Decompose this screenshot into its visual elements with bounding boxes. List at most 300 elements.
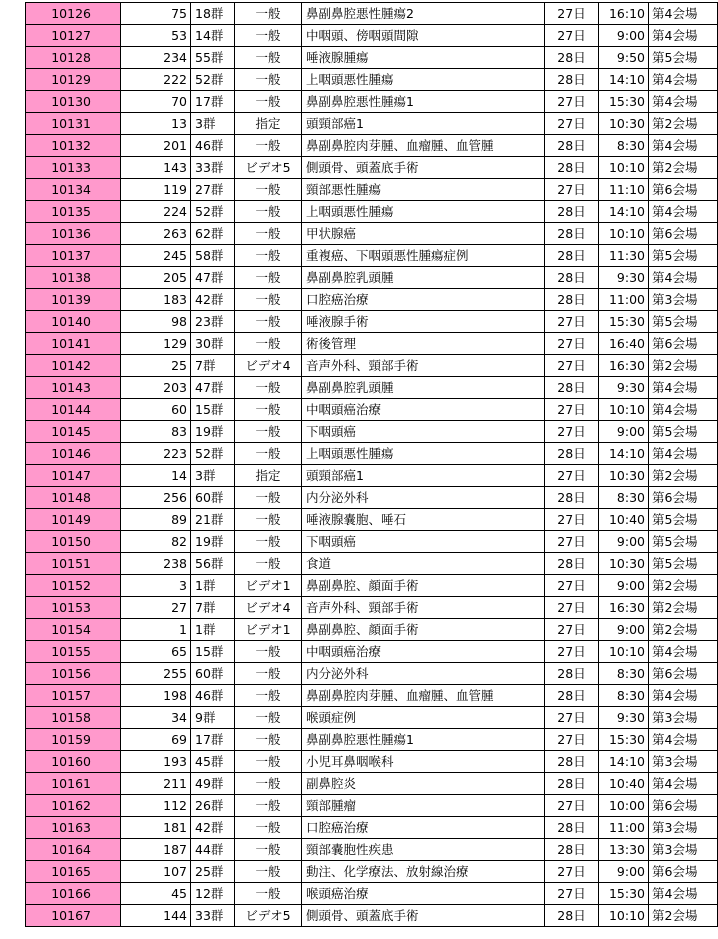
topic-cell: 口腔癌治療 xyxy=(302,817,545,839)
time-cell: 11:30 xyxy=(599,245,649,267)
time-cell: 9:50 xyxy=(599,47,649,69)
group-cell: 25群 xyxy=(191,861,235,883)
day-cell: 28日 xyxy=(545,773,599,795)
time-cell: 13:30 xyxy=(599,839,649,861)
table-row xyxy=(26,663,718,685)
room-cell: 第4会場 xyxy=(649,773,718,795)
topic-cell: 鼻副鼻腔乳頭腫 xyxy=(302,267,545,289)
session-type-cell: ビデオ4 xyxy=(235,597,302,619)
room-cell: 第6会場 xyxy=(649,795,718,817)
session-type-cell: 一般 xyxy=(235,47,302,69)
row-id-cell: 10151 xyxy=(26,553,121,575)
room-cell: 第4会場 xyxy=(649,267,718,289)
time-cell: 8:30 xyxy=(599,663,649,685)
topic-cell: 重複癌、下咽頭悪性腫瘍症例 xyxy=(302,245,545,267)
abstract-number-cell: 13 xyxy=(121,113,191,135)
room-cell: 第4会場 xyxy=(649,377,718,399)
time-cell: 15:30 xyxy=(599,91,649,113)
room-cell: 第4会場 xyxy=(649,641,718,663)
topic-cell: 上咽頭悪性腫瘍 xyxy=(302,443,545,465)
room-cell: 第6会場 xyxy=(649,861,718,883)
table-row xyxy=(26,839,718,861)
day-cell: 27日 xyxy=(545,465,599,487)
day-cell: 28日 xyxy=(545,553,599,575)
row-id-cell: 10164 xyxy=(26,839,121,861)
topic-cell: 唾液腺腫瘍 xyxy=(302,47,545,69)
session-type-cell: ビデオ1 xyxy=(235,619,302,641)
abstract-number-cell: 25 xyxy=(121,355,191,377)
row-id-cell: 10162 xyxy=(26,795,121,817)
day-cell: 27日 xyxy=(545,509,599,531)
abstract-number-cell: 60 xyxy=(121,399,191,421)
day-cell: 27日 xyxy=(545,399,599,421)
time-cell: 16:40 xyxy=(599,333,649,355)
day-cell: 27日 xyxy=(545,795,599,817)
abstract-number-cell: 119 xyxy=(121,179,191,201)
table-row xyxy=(26,25,718,47)
group-cell: 17群 xyxy=(191,91,235,113)
table-row xyxy=(26,91,718,113)
table-row xyxy=(26,157,718,179)
session-type-cell: 一般 xyxy=(235,377,302,399)
topic-cell: 甲状腺癌 xyxy=(302,223,545,245)
room-cell: 第2会場 xyxy=(649,575,718,597)
topic-cell: 鼻副鼻腔悪性腫瘍1 xyxy=(302,91,545,113)
session-type-cell: 一般 xyxy=(235,685,302,707)
session-type-cell: 一般 xyxy=(235,729,302,751)
day-cell: 27日 xyxy=(545,619,599,641)
table-row xyxy=(26,465,718,487)
day-cell: 28日 xyxy=(545,377,599,399)
session-type-cell: 一般 xyxy=(235,179,302,201)
row-id-cell: 10166 xyxy=(26,883,121,905)
table-row xyxy=(26,69,718,91)
row-id-cell: 10167 xyxy=(26,905,121,927)
session-type-cell: 一般 xyxy=(235,223,302,245)
group-cell: 58群 xyxy=(191,245,235,267)
group-cell: 3群 xyxy=(191,465,235,487)
time-cell: 9:00 xyxy=(599,575,649,597)
topic-cell: 音声外科、頸部手術 xyxy=(302,355,545,377)
day-cell: 28日 xyxy=(545,47,599,69)
table-row xyxy=(26,355,718,377)
time-cell: 11:00 xyxy=(599,289,649,311)
abstract-number-cell: 203 xyxy=(121,377,191,399)
row-id-cell: 10134 xyxy=(26,179,121,201)
session-type-cell: ビデオ4 xyxy=(235,355,302,377)
room-cell: 第3会場 xyxy=(649,707,718,729)
row-id-cell: 10148 xyxy=(26,487,121,509)
topic-cell: 喉頭症例 xyxy=(302,707,545,729)
group-cell: 15群 xyxy=(191,399,235,421)
topic-cell: 鼻副鼻腔悪性腫瘍1 xyxy=(302,729,545,751)
row-id-cell: 10152 xyxy=(26,575,121,597)
room-cell: 第4会場 xyxy=(649,729,718,751)
group-cell: 12群 xyxy=(191,883,235,905)
table-row xyxy=(26,377,718,399)
abstract-number-cell: 53 xyxy=(121,25,191,47)
topic-cell: 頸部腫瘤 xyxy=(302,795,545,817)
day-cell: 28日 xyxy=(545,839,599,861)
abstract-number-cell: 143 xyxy=(121,157,191,179)
time-cell: 9:00 xyxy=(599,421,649,443)
group-cell: 60群 xyxy=(191,663,235,685)
session-type-cell: 一般 xyxy=(235,443,302,465)
session-type-cell: 一般 xyxy=(235,707,302,729)
row-id-cell: 10140 xyxy=(26,311,121,333)
session-type-cell: 一般 xyxy=(235,245,302,267)
time-cell: 9:30 xyxy=(599,267,649,289)
abstract-number-cell: 224 xyxy=(121,201,191,223)
abstract-number-cell: 187 xyxy=(121,839,191,861)
room-cell: 第2会場 xyxy=(649,619,718,641)
group-cell: 44群 xyxy=(191,839,235,861)
day-cell: 27日 xyxy=(545,179,599,201)
table-row xyxy=(26,421,718,443)
day-cell: 28日 xyxy=(545,685,599,707)
topic-cell: 側頭骨、頭蓋底手術 xyxy=(302,905,545,927)
group-cell: 45群 xyxy=(191,751,235,773)
day-cell: 28日 xyxy=(545,817,599,839)
room-cell: 第4会場 xyxy=(649,3,718,25)
room-cell: 第4会場 xyxy=(649,25,718,47)
row-id-cell: 10135 xyxy=(26,201,121,223)
row-id-cell: 10160 xyxy=(26,751,121,773)
abstract-number-cell: 245 xyxy=(121,245,191,267)
topic-cell: 中咽頭、傍咽頭間隙 xyxy=(302,25,545,47)
topic-cell: 口腔癌治療 xyxy=(302,289,545,311)
session-type-cell: 一般 xyxy=(235,421,302,443)
session-type-cell: 一般 xyxy=(235,399,302,421)
time-cell: 15:30 xyxy=(599,883,649,905)
session-type-cell: 一般 xyxy=(235,267,302,289)
abstract-number-cell: 263 xyxy=(121,223,191,245)
day-cell: 27日 xyxy=(545,641,599,663)
abstract-number-cell: 181 xyxy=(121,817,191,839)
abstract-number-cell: 129 xyxy=(121,333,191,355)
room-cell: 第4会場 xyxy=(649,399,718,421)
day-cell: 27日 xyxy=(545,531,599,553)
abstract-number-cell: 183 xyxy=(121,289,191,311)
table-row xyxy=(26,641,718,663)
table-row xyxy=(26,905,718,927)
table-row xyxy=(26,817,718,839)
abstract-number-cell: 34 xyxy=(121,707,191,729)
table-row xyxy=(26,113,718,135)
room-cell: 第5会場 xyxy=(649,245,718,267)
abstract-number-cell: 238 xyxy=(121,553,191,575)
table-row xyxy=(26,707,718,729)
group-cell: 1群 xyxy=(191,575,235,597)
room-cell: 第3会場 xyxy=(649,289,718,311)
day-cell: 28日 xyxy=(545,289,599,311)
session-type-cell: 一般 xyxy=(235,289,302,311)
day-cell: 27日 xyxy=(545,707,599,729)
row-id-cell: 10129 xyxy=(26,69,121,91)
session-type-cell: 指定 xyxy=(235,113,302,135)
day-cell: 27日 xyxy=(545,861,599,883)
session-type-cell: 一般 xyxy=(235,135,302,157)
session-type-cell: 一般 xyxy=(235,817,302,839)
session-type-cell: 一般 xyxy=(235,3,302,25)
table-row xyxy=(26,333,718,355)
day-cell: 28日 xyxy=(545,69,599,91)
day-cell: 28日 xyxy=(545,201,599,223)
day-cell: 27日 xyxy=(545,597,599,619)
time-cell: 10:30 xyxy=(599,465,649,487)
group-cell: 62群 xyxy=(191,223,235,245)
group-cell: 52群 xyxy=(191,69,235,91)
row-id-cell: 10149 xyxy=(26,509,121,531)
row-id-cell: 10145 xyxy=(26,421,121,443)
topic-cell: 鼻副鼻腔肉芽腫、血瘤腫、血管腫 xyxy=(302,135,545,157)
session-type-cell: 一般 xyxy=(235,487,302,509)
row-id-cell: 10158 xyxy=(26,707,121,729)
row-id-cell: 10137 xyxy=(26,245,121,267)
room-cell: 第2会場 xyxy=(649,355,718,377)
time-cell: 10:30 xyxy=(599,553,649,575)
group-cell: 46群 xyxy=(191,135,235,157)
day-cell: 28日 xyxy=(545,223,599,245)
topic-cell: 副鼻腔炎 xyxy=(302,773,545,795)
day-cell: 28日 xyxy=(545,751,599,773)
topic-cell: 鼻副鼻腔、顔面手術 xyxy=(302,575,545,597)
day-cell: 27日 xyxy=(545,355,599,377)
topic-cell: 側頭骨、頭蓋底手術 xyxy=(302,157,545,179)
room-cell: 第5会場 xyxy=(649,553,718,575)
room-cell: 第5会場 xyxy=(649,531,718,553)
session-type-cell: ビデオ5 xyxy=(235,157,302,179)
topic-cell: 鼻副鼻腔肉芽腫、血瘤腫、血管腫 xyxy=(302,685,545,707)
group-cell: 1群 xyxy=(191,619,235,641)
room-cell: 第4会場 xyxy=(649,69,718,91)
topic-cell: 頸部嚢胞性疾患 xyxy=(302,839,545,861)
day-cell: 27日 xyxy=(545,25,599,47)
topic-cell: 唾液腺手術 xyxy=(302,311,545,333)
table-row xyxy=(26,773,718,795)
row-id-cell: 10138 xyxy=(26,267,121,289)
table-row xyxy=(26,729,718,751)
abstract-number-cell: 82 xyxy=(121,531,191,553)
abstract-number-cell: 205 xyxy=(121,267,191,289)
session-type-cell: ビデオ1 xyxy=(235,575,302,597)
day-cell: 27日 xyxy=(545,113,599,135)
session-type-cell: 一般 xyxy=(235,839,302,861)
session-type-cell: 一般 xyxy=(235,553,302,575)
group-cell: 55群 xyxy=(191,47,235,69)
table-row xyxy=(26,201,718,223)
group-cell: 30群 xyxy=(191,333,235,355)
session-type-cell: 一般 xyxy=(235,861,302,883)
room-cell: 第4会場 xyxy=(649,883,718,905)
room-cell: 第4会場 xyxy=(649,443,718,465)
abstract-number-cell: 75 xyxy=(121,3,191,25)
time-cell: 16:30 xyxy=(599,597,649,619)
row-id-cell: 10126 xyxy=(26,3,121,25)
day-cell: 28日 xyxy=(545,905,599,927)
topic-cell: 食道 xyxy=(302,553,545,575)
table-row xyxy=(26,47,718,69)
time-cell: 10:40 xyxy=(599,773,649,795)
time-cell: 9:00 xyxy=(599,861,649,883)
row-id-cell: 10153 xyxy=(26,597,121,619)
abstract-number-cell: 83 xyxy=(121,421,191,443)
room-cell: 第4会場 xyxy=(649,685,718,707)
row-id-cell: 10144 xyxy=(26,399,121,421)
abstract-number-cell: 65 xyxy=(121,641,191,663)
abstract-number-cell: 223 xyxy=(121,443,191,465)
row-id-cell: 10165 xyxy=(26,861,121,883)
day-cell: 28日 xyxy=(545,135,599,157)
row-id-cell: 10127 xyxy=(26,25,121,47)
group-cell: 18群 xyxy=(191,3,235,25)
session-type-cell: 一般 xyxy=(235,751,302,773)
table-row xyxy=(26,245,718,267)
group-cell: 47群 xyxy=(191,267,235,289)
abstract-number-cell: 27 xyxy=(121,597,191,619)
topic-cell: 下咽頭癌 xyxy=(302,421,545,443)
row-id-cell: 10136 xyxy=(26,223,121,245)
session-type-cell: ビデオ5 xyxy=(235,905,302,927)
group-cell: 33群 xyxy=(191,905,235,927)
topic-cell: 唾液腺嚢胞、唾石 xyxy=(302,509,545,531)
topic-cell: 頭頸部癌1 xyxy=(302,113,545,135)
abstract-number-cell: 201 xyxy=(121,135,191,157)
group-cell: 46群 xyxy=(191,685,235,707)
group-cell: 52群 xyxy=(191,201,235,223)
day-cell: 28日 xyxy=(545,245,599,267)
row-id-cell: 10150 xyxy=(26,531,121,553)
time-cell: 9:00 xyxy=(599,531,649,553)
room-cell: 第2会場 xyxy=(649,597,718,619)
session-type-cell: 一般 xyxy=(235,795,302,817)
group-cell: 26群 xyxy=(191,795,235,817)
time-cell: 11:10 xyxy=(599,179,649,201)
row-id-cell: 10141 xyxy=(26,333,121,355)
group-cell: 7群 xyxy=(191,597,235,619)
table-row xyxy=(26,861,718,883)
row-id-cell: 10155 xyxy=(26,641,121,663)
day-cell: 27日 xyxy=(545,729,599,751)
session-type-cell: 一般 xyxy=(235,311,302,333)
table-row xyxy=(26,795,718,817)
time-cell: 8:30 xyxy=(599,135,649,157)
abstract-number-cell: 14 xyxy=(121,465,191,487)
abstract-number-cell: 1 xyxy=(121,619,191,641)
day-cell: 28日 xyxy=(545,267,599,289)
room-cell: 第3会場 xyxy=(649,751,718,773)
time-cell: 10:10 xyxy=(599,641,649,663)
day-cell: 28日 xyxy=(545,157,599,179)
time-cell: 11:00 xyxy=(599,817,649,839)
time-cell: 8:30 xyxy=(599,685,649,707)
room-cell: 第2会場 xyxy=(649,905,718,927)
group-cell: 49群 xyxy=(191,773,235,795)
room-cell: 第4会場 xyxy=(649,91,718,113)
table-row xyxy=(26,267,718,289)
row-id-cell: 10157 xyxy=(26,685,121,707)
abstract-number-cell: 255 xyxy=(121,663,191,685)
table-row xyxy=(26,575,718,597)
group-cell: 47群 xyxy=(191,377,235,399)
row-id-cell: 10128 xyxy=(26,47,121,69)
day-cell: 28日 xyxy=(545,443,599,465)
time-cell: 15:30 xyxy=(599,729,649,751)
room-cell: 第5会場 xyxy=(649,509,718,531)
topic-cell: 喉頭癌治療 xyxy=(302,883,545,905)
group-cell: 15群 xyxy=(191,641,235,663)
group-cell: 3群 xyxy=(191,113,235,135)
table-row xyxy=(26,751,718,773)
room-cell: 第6会場 xyxy=(649,333,718,355)
topic-cell: 鼻副鼻腔悪性腫瘍2 xyxy=(302,3,545,25)
group-cell: 42群 xyxy=(191,289,235,311)
time-cell: 10:10 xyxy=(599,399,649,421)
row-id-cell: 10133 xyxy=(26,157,121,179)
session-type-cell: 一般 xyxy=(235,91,302,113)
day-cell: 27日 xyxy=(545,421,599,443)
table-row xyxy=(26,179,718,201)
abstract-number-cell: 112 xyxy=(121,795,191,817)
room-cell: 第5会場 xyxy=(649,47,718,69)
abstract-number-cell: 3 xyxy=(121,575,191,597)
session-type-cell: 一般 xyxy=(235,69,302,91)
day-cell: 27日 xyxy=(545,333,599,355)
session-type-cell: 一般 xyxy=(235,663,302,685)
table-row xyxy=(26,3,718,25)
row-id-cell: 10163 xyxy=(26,817,121,839)
session-type-cell: 指定 xyxy=(235,465,302,487)
time-cell: 9:00 xyxy=(599,619,649,641)
group-cell: 42群 xyxy=(191,817,235,839)
day-cell: 27日 xyxy=(545,883,599,905)
abstract-number-cell: 234 xyxy=(121,47,191,69)
group-cell: 56群 xyxy=(191,553,235,575)
group-cell: 7群 xyxy=(191,355,235,377)
row-id-cell: 10161 xyxy=(26,773,121,795)
row-id-cell: 10132 xyxy=(26,135,121,157)
session-type-cell: 一般 xyxy=(235,333,302,355)
topic-cell: 術後管理 xyxy=(302,333,545,355)
topic-cell: 鼻副鼻腔乳頭腫 xyxy=(302,377,545,399)
table-row xyxy=(26,487,718,509)
room-cell: 第4会場 xyxy=(649,201,718,223)
room-cell: 第2会場 xyxy=(649,465,718,487)
abstract-number-cell: 144 xyxy=(121,905,191,927)
time-cell: 14:10 xyxy=(599,751,649,773)
abstract-number-cell: 45 xyxy=(121,883,191,905)
session-type-cell: 一般 xyxy=(235,883,302,905)
abstract-number-cell: 193 xyxy=(121,751,191,773)
session-type-cell: 一般 xyxy=(235,201,302,223)
session-type-cell: 一般 xyxy=(235,641,302,663)
group-cell: 23群 xyxy=(191,311,235,333)
room-cell: 第6会場 xyxy=(649,179,718,201)
abstract-number-cell: 198 xyxy=(121,685,191,707)
group-cell: 27群 xyxy=(191,179,235,201)
abstract-number-cell: 69 xyxy=(121,729,191,751)
time-cell: 10:10 xyxy=(599,905,649,927)
time-cell: 16:30 xyxy=(599,355,649,377)
table-row xyxy=(26,399,718,421)
room-cell: 第6会場 xyxy=(649,487,718,509)
group-cell: 14群 xyxy=(191,25,235,47)
room-cell: 第6会場 xyxy=(649,223,718,245)
session-type-cell: 一般 xyxy=(235,25,302,47)
topic-cell: 内分泌外科 xyxy=(302,663,545,685)
room-cell: 第6会場 xyxy=(649,663,718,685)
table-row xyxy=(26,553,718,575)
